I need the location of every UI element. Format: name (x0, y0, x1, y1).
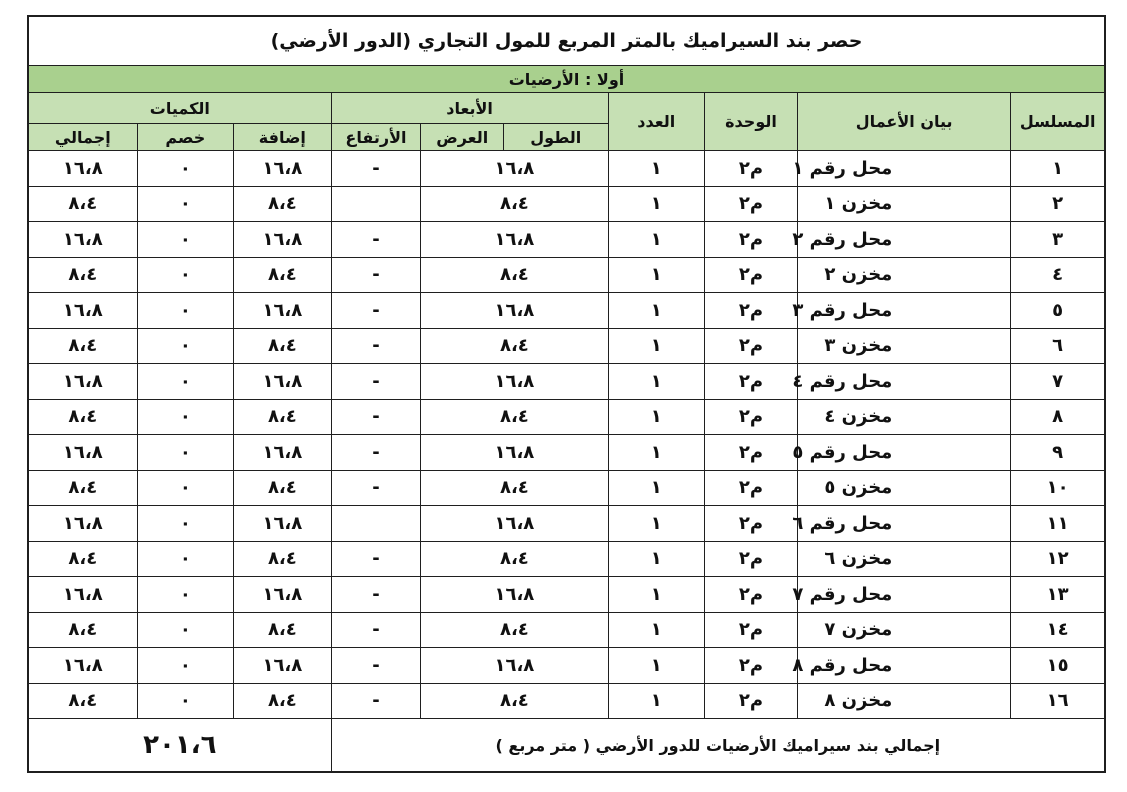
cell-unit: م٢ (704, 257, 797, 293)
cell-description: مخزن ٨ (798, 683, 1011, 719)
total-label: إجمالي بند سيراميك الأرضيات للدور الأرضي ( متر مربع ) (331, 719, 1105, 773)
cell-height: - (331, 577, 421, 613)
header-description: بيان الأعمال (798, 93, 1011, 151)
cell-total: ٨،٤ (28, 612, 137, 648)
cell-unit: م٢ (704, 364, 797, 400)
cell-total: ١٦،٨ (28, 222, 137, 258)
cell-description: محل رقم ٢ (798, 222, 1011, 258)
cell-length: ١٦،٨ (421, 506, 608, 542)
cell-length: ٨،٤ (421, 612, 608, 648)
cell-unit: م٢ (704, 648, 797, 684)
header-count: العدد (608, 93, 704, 151)
cell-description: محل رقم ٤ (798, 364, 1011, 400)
cell-total: ٨،٤ (28, 399, 137, 435)
cell-deduction: ٠ (137, 328, 233, 364)
cell-addition: ١٦،٨ (234, 506, 332, 542)
cell-serial: ٩ (1011, 435, 1105, 471)
table-row (28, 293, 1105, 329)
cell-deduction: ٠ (137, 577, 233, 613)
cell-serial: ٧ (1011, 364, 1105, 400)
cell-addition: ٨،٤ (234, 399, 332, 435)
table-row (28, 683, 1105, 719)
cell-deduction: ٠ (137, 364, 233, 400)
cell-count: ١ (608, 470, 704, 506)
cell-length: ٨،٤ (421, 399, 608, 435)
cell-height: - (331, 151, 421, 187)
cell-length: ١٦،٨ (421, 293, 608, 329)
cell-length: ٨،٤ (421, 186, 608, 222)
cell-total: ١٦،٨ (28, 364, 137, 400)
header-unit: الوحدة (704, 93, 797, 151)
cell-serial: ١٥ (1011, 648, 1105, 684)
cell-unit: م٢ (704, 399, 797, 435)
cell-description: مخزن ٢ (798, 257, 1011, 293)
cell-total: ٨،٤ (28, 328, 137, 364)
cell-addition: ٨،٤ (234, 683, 332, 719)
cell-deduction: ٠ (137, 293, 233, 329)
cell-total: ١٦،٨ (28, 506, 137, 542)
cell-addition: ١٦،٨ (234, 293, 332, 329)
cell-height: - (331, 541, 421, 577)
cell-serial: ١١ (1011, 506, 1105, 542)
cell-deduction: ٠ (137, 186, 233, 222)
cell-length: ٨،٤ (421, 257, 608, 293)
table-row (28, 577, 1105, 613)
table-row (28, 151, 1105, 187)
cell-description: محل رقم ٣ (798, 293, 1011, 329)
cell-addition: ١٦،٨ (234, 222, 332, 258)
cell-height: - (331, 683, 421, 719)
header-addition: إضافة (234, 124, 332, 151)
cell-count: ١ (608, 151, 704, 187)
cell-total: ٨،٤ (28, 257, 137, 293)
cell-unit: م٢ (704, 506, 797, 542)
cell-length: ١٦،٨ (421, 435, 608, 471)
header-width: العرض (421, 124, 504, 151)
cell-description: مخزن ١ (798, 186, 1011, 222)
cell-unit: م٢ (704, 293, 797, 329)
cell-deduction: ٠ (137, 257, 233, 293)
table-body (28, 151, 1105, 719)
cell-count: ١ (608, 328, 704, 364)
section-label: أولا : الأرضيات (28, 66, 1105, 93)
cell-serial: ١٢ (1011, 541, 1105, 577)
table-row (28, 186, 1105, 222)
cell-total: ١٦،٨ (28, 151, 137, 187)
cell-unit: م٢ (704, 541, 797, 577)
cell-length: ٨،٤ (421, 683, 608, 719)
cell-count: ١ (608, 364, 704, 400)
boq-sheet (27, 15, 1106, 773)
cell-serial: ١٠ (1011, 470, 1105, 506)
cell-serial: ٣ (1011, 222, 1105, 258)
table-row (28, 648, 1105, 684)
cell-height (331, 506, 421, 542)
cell-count: ١ (608, 577, 704, 613)
cell-count: ١ (608, 293, 704, 329)
table-row (28, 470, 1105, 506)
cell-height: - (331, 222, 421, 258)
cell-height: - (331, 470, 421, 506)
cell-count: ١ (608, 435, 704, 471)
cell-deduction: ٠ (137, 648, 233, 684)
cell-unit: م٢ (704, 612, 797, 648)
header-quantities: الكميات (28, 93, 331, 124)
cell-unit: م٢ (704, 186, 797, 222)
cell-length: ١٦،٨ (421, 577, 608, 613)
cell-height (331, 186, 421, 222)
cell-count: ١ (608, 648, 704, 684)
cell-length: ١٦،٨ (421, 364, 608, 400)
cell-unit: م٢ (704, 328, 797, 364)
cell-length: ١٦،٨ (421, 151, 608, 187)
cell-serial: ٦ (1011, 328, 1105, 364)
cell-description: مخزن ٧ (798, 612, 1011, 648)
cell-total: ١٦،٨ (28, 648, 137, 684)
cell-total: ١٦،٨ (28, 577, 137, 613)
table-row (28, 257, 1105, 293)
cell-serial: ١٤ (1011, 612, 1105, 648)
cell-serial: ٢ (1011, 186, 1105, 222)
cell-height: - (331, 612, 421, 648)
cell-description: محل رقم ٧ (798, 577, 1011, 613)
cell-unit: م٢ (704, 222, 797, 258)
cell-addition: ١٦،٨ (234, 648, 332, 684)
cell-addition: ٨،٤ (234, 612, 332, 648)
cell-serial: ٨ (1011, 399, 1105, 435)
cell-serial: ١ (1011, 151, 1105, 187)
cell-serial: ٥ (1011, 293, 1105, 329)
cell-serial: ١٦ (1011, 683, 1105, 719)
header-dimensions: الأبعاد (331, 93, 608, 124)
cell-addition: ٨،٤ (234, 257, 332, 293)
cell-unit: م٢ (704, 151, 797, 187)
cell-addition: ١٦،٨ (234, 577, 332, 613)
header-total: إجمالي (28, 124, 137, 151)
cell-deduction: ٠ (137, 151, 233, 187)
cell-height: - (331, 328, 421, 364)
cell-description: مخزن ٥ (798, 470, 1011, 506)
header-length: الطول (504, 124, 608, 151)
cell-count: ١ (608, 506, 704, 542)
cell-description: محل رقم ٦ (798, 506, 1011, 542)
cell-addition: ٨،٤ (234, 328, 332, 364)
cell-unit: م٢ (704, 683, 797, 719)
header-height: الأرتفاع (331, 124, 421, 151)
cell-total: ٨،٤ (28, 683, 137, 719)
cell-unit: م٢ (704, 470, 797, 506)
cell-addition: ٨،٤ (234, 541, 332, 577)
cell-total: ٨،٤ (28, 186, 137, 222)
cell-height: - (331, 293, 421, 329)
cell-description: محل رقم ١ (798, 151, 1011, 187)
cell-deduction: ٠ (137, 683, 233, 719)
table-row (28, 222, 1105, 258)
cell-height: - (331, 399, 421, 435)
cell-deduction: ٠ (137, 470, 233, 506)
cell-count: ١ (608, 541, 704, 577)
cell-unit: م٢ (704, 577, 797, 613)
cell-length: ١٦،٨ (421, 648, 608, 684)
cell-count: ١ (608, 399, 704, 435)
cell-deduction: ٠ (137, 435, 233, 471)
cell-deduction: ٠ (137, 399, 233, 435)
cell-description: محل رقم ٨ (798, 648, 1011, 684)
cell-height: - (331, 257, 421, 293)
cell-addition: ٨،٤ (234, 186, 332, 222)
cell-count: ١ (608, 612, 704, 648)
cell-deduction: ٠ (137, 222, 233, 258)
cell-addition: ١٦،٨ (234, 435, 332, 471)
table-row (28, 612, 1105, 648)
table-title: حصر بند السيراميك بالمتر المربع للمول التجاري (الدور الأرضي) (28, 16, 1105, 66)
header-serial: المسلسل (1011, 93, 1105, 151)
cell-total: ١٦،٨ (28, 435, 137, 471)
cell-addition: ٨،٤ (234, 470, 332, 506)
cell-deduction: ٠ (137, 541, 233, 577)
table-row (28, 506, 1105, 542)
cell-count: ١ (608, 186, 704, 222)
cell-addition: ١٦،٨ (234, 364, 332, 400)
table-row (28, 399, 1105, 435)
cell-length: ٨،٤ (421, 541, 608, 577)
cell-count: ١ (608, 683, 704, 719)
cell-addition: ١٦،٨ (234, 151, 332, 187)
cell-description: مخزن ٤ (798, 399, 1011, 435)
cell-count: ١ (608, 257, 704, 293)
cell-deduction: ٠ (137, 612, 233, 648)
cell-total: ٨،٤ (28, 470, 137, 506)
cell-height: - (331, 648, 421, 684)
cell-description: مخزن ٣ (798, 328, 1011, 364)
cell-height: - (331, 435, 421, 471)
cell-unit: م٢ (704, 435, 797, 471)
ceramic-quantity-table (27, 15, 1106, 773)
cell-count: ١ (608, 222, 704, 258)
cell-serial: ٤ (1011, 257, 1105, 293)
cell-description: مخزن ٦ (798, 541, 1011, 577)
table-row (28, 541, 1105, 577)
table-row (28, 364, 1105, 400)
cell-length: ١٦،٨ (421, 222, 608, 258)
table-row (28, 435, 1105, 471)
cell-length: ٨،٤ (421, 470, 608, 506)
cell-total: ٨،٤ (28, 541, 137, 577)
cell-height: - (331, 364, 421, 400)
header-deduction: خصم (137, 124, 233, 151)
cell-length: ٨،٤ (421, 328, 608, 364)
cell-serial: ١٣ (1011, 577, 1105, 613)
table-row (28, 328, 1105, 364)
cell-total: ١٦،٨ (28, 293, 137, 329)
cell-description: محل رقم ٥ (798, 435, 1011, 471)
grand-total-value: ٢٠١،٦ (28, 719, 331, 773)
cell-deduction: ٠ (137, 506, 233, 542)
